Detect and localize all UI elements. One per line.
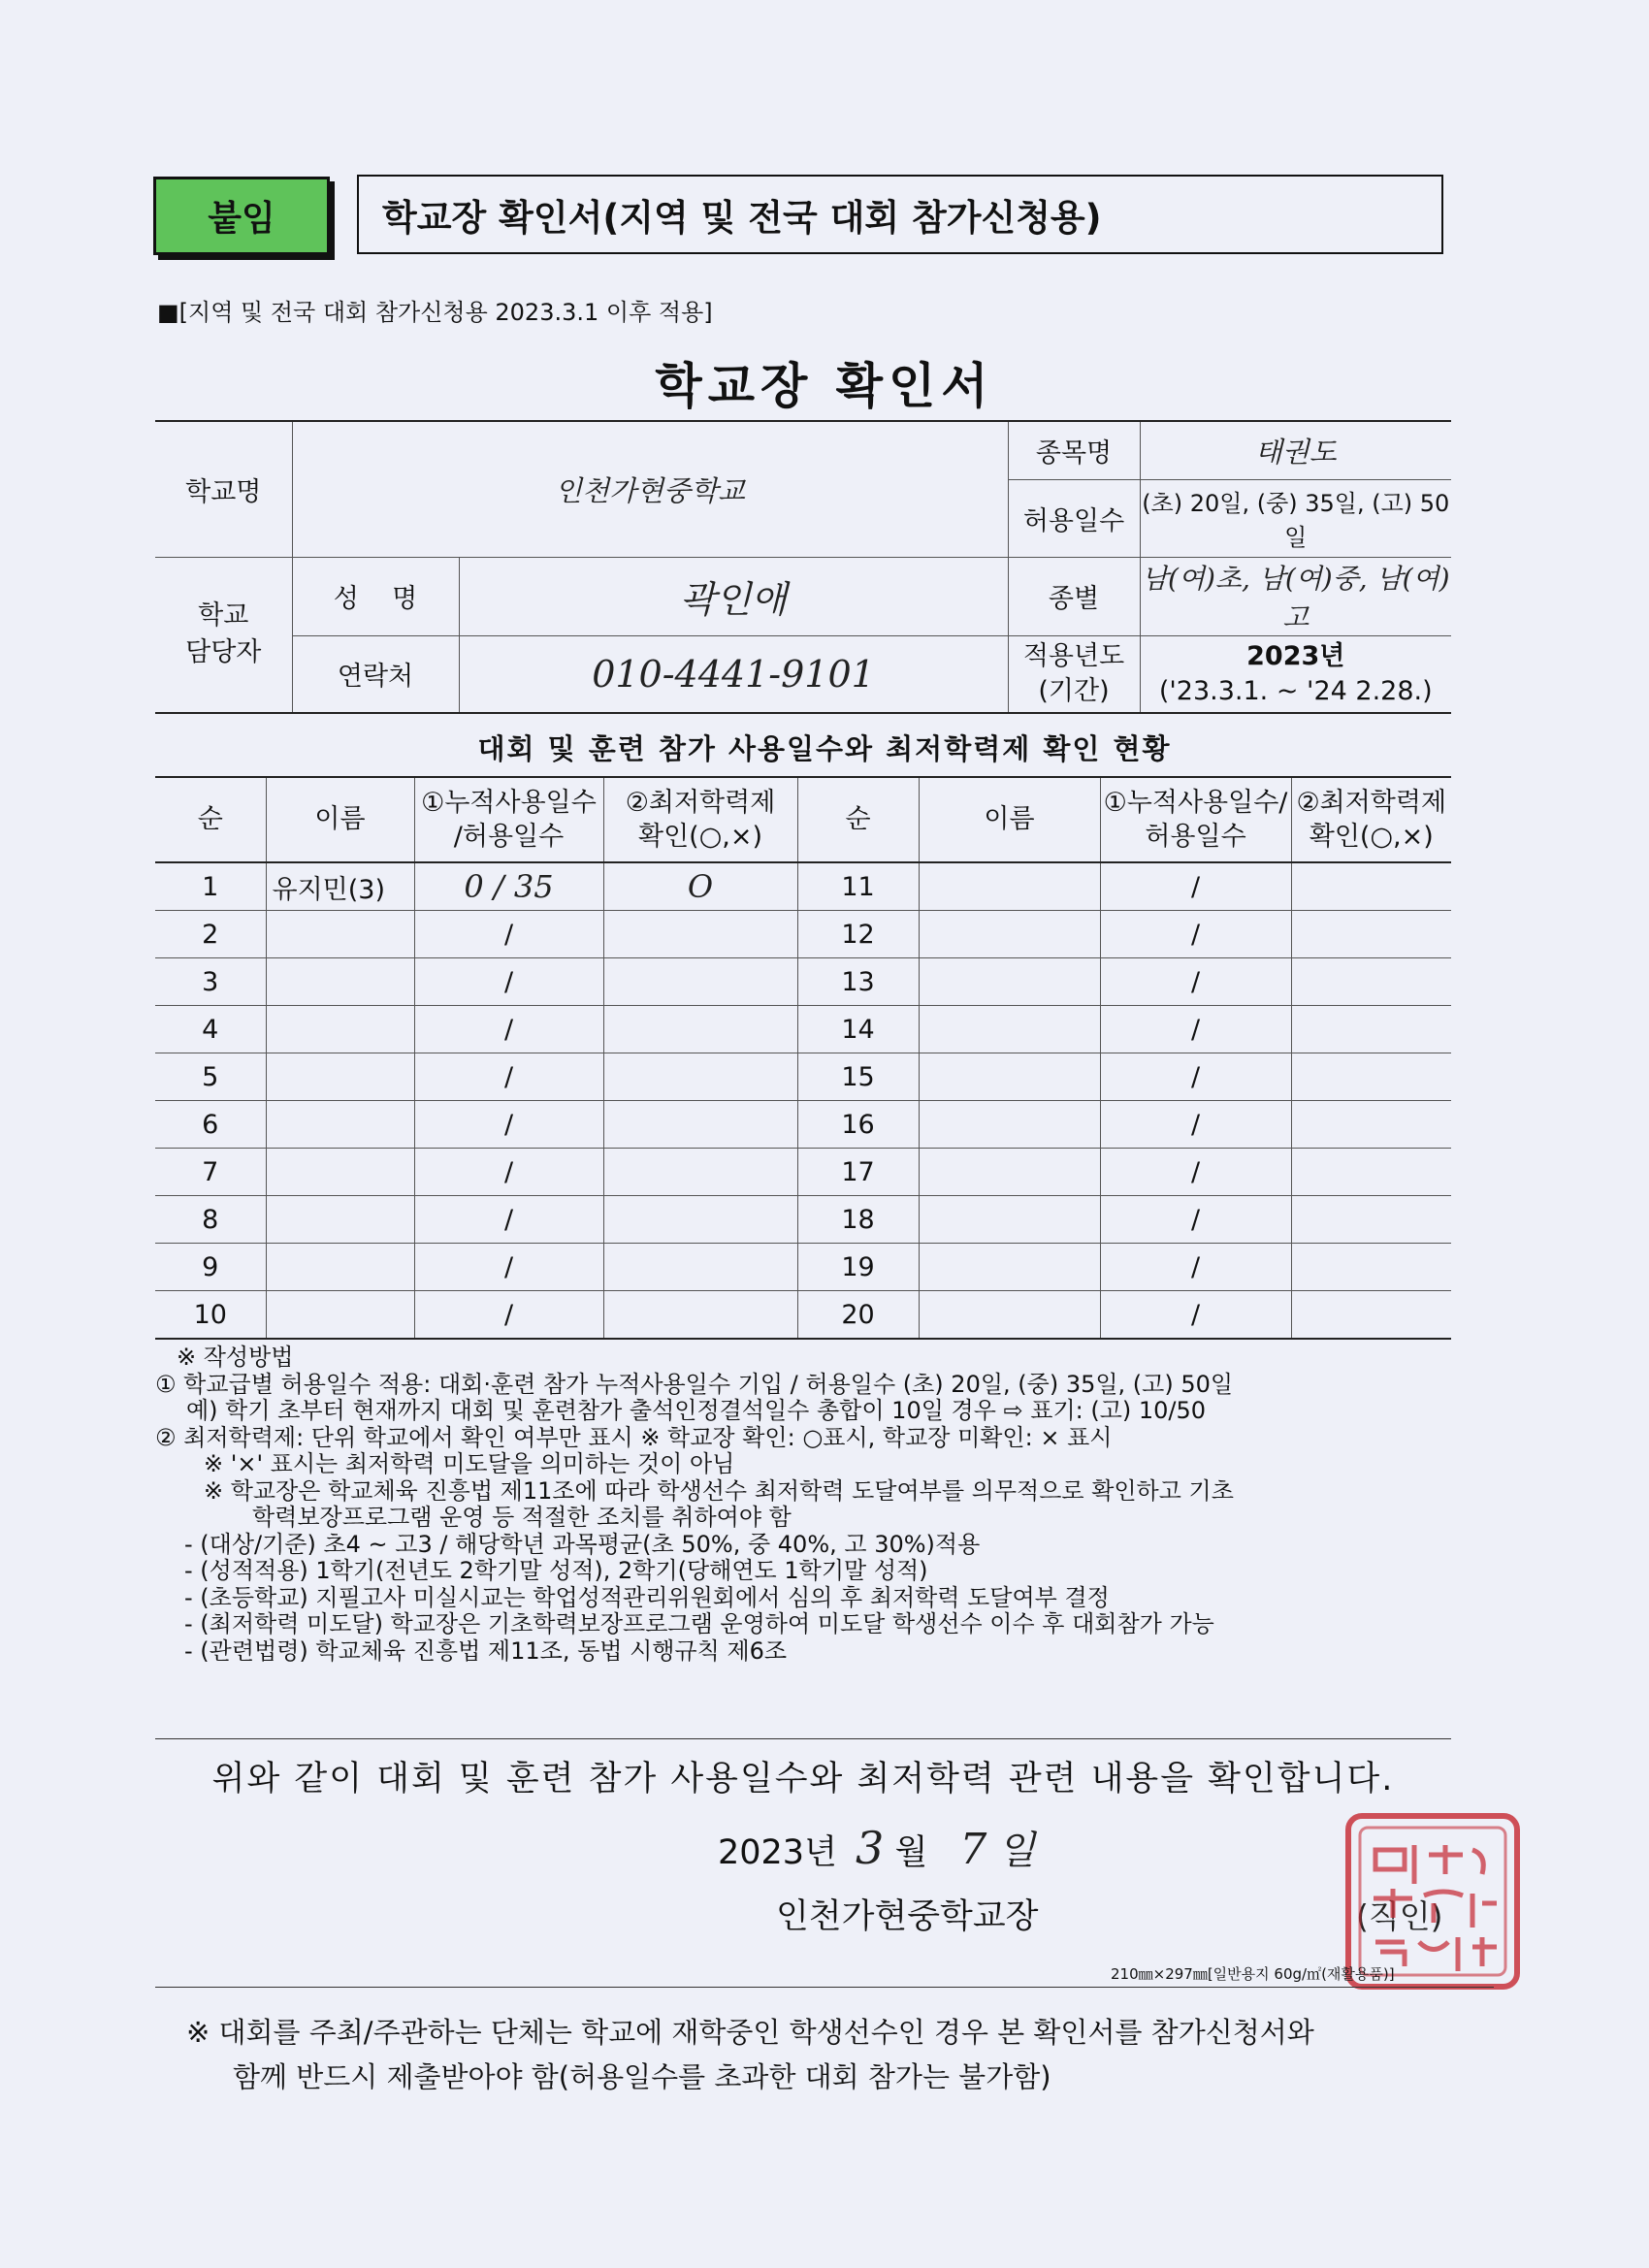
col-no-left: 순 [155,777,266,862]
student-name [919,1149,1100,1196]
apply-year: 2023년 [1246,640,1345,671]
note-line: ① 학교급별 허용일수 적용: 대회·훈련 참가 누적사용일수 기입 / 허용일수 (초) 20일, (중) 35일, (고) 50일 [155,1370,1234,1398]
event-value: 태권도 [1140,421,1451,479]
academic-check: O [603,862,797,911]
academic-check [1291,1006,1451,1053]
row-number: 15 [797,1053,919,1101]
days-used: / [414,1149,603,1196]
row-number: 2 [155,911,266,958]
note-line: 예) 학기 초부터 현재까지 대회 및 훈련참가 출석인정결석일수 총합이 10일 경우 ⇨ 표기: (고) 10/50 [186,1397,1207,1424]
col-days-left [414,777,603,862]
days-used: / [1100,1101,1291,1149]
date-day-unit: 일 [997,1829,1036,1873]
contact-phone-value: 010-4441-9101 [459,635,1008,713]
note-line: - (초등학교) 지필고사 미실시교는 학업성적관리위원회에서 심의 후 최저학력 도달여부 결정 [184,1583,1110,1611]
days-used: / [414,911,603,958]
official-seal-label: (직인) [1356,1897,1443,1935]
row-number: 20 [797,1291,919,1340]
days-used: / [1100,862,1291,911]
student-name [266,1006,414,1053]
apply-year-label [1008,635,1140,713]
academic-check [1291,958,1451,1006]
days-used: / [1100,1006,1291,1053]
student-name [919,911,1100,958]
col-days-right [1100,777,1291,862]
row-number: 4 [155,1006,266,1053]
days-used: 0 / 35 [414,862,603,911]
page-title: 학교장 확인서 [655,358,994,414]
row-number: 3 [155,958,266,1006]
row-number: 10 [155,1291,266,1340]
gender-label: 종별 [1008,557,1140,635]
days-used: / [1100,911,1291,958]
days-used: / [414,1196,603,1244]
form-usage-note: ■[지역 및 전국 대회 참가신청용 2023.3.1 이후 적용] [157,299,713,326]
row-number: 1 [155,862,266,911]
note-line: - (최저학력 미도달) 학교장은 기초학력보장프로그램 운영하여 미도달 학생선수 이수 후 대회참가 가능 [184,1610,1214,1637]
col-academic-left-line1: ②최저학력제 [625,787,776,818]
apply-period: ('23.3.1. ~ '24 2.28.) [1158,675,1433,706]
days-used: / [1100,1244,1291,1291]
apply-year-value [1140,635,1451,713]
row-number: 5 [155,1053,266,1101]
col-name-right: 이름 [919,777,1100,862]
days-used: / [1100,1149,1291,1196]
note-line: 학력보장프로그램 운영 등 적절한 조치를 취하여야 함 [252,1504,792,1531]
apply-year-label-line1: 적용년도 [1022,640,1125,671]
student-name [266,1101,414,1149]
participant-row [155,1244,1451,1291]
col-academic-right-line2: 확인(○,×) [1309,822,1434,852]
student-name [919,1291,1100,1340]
days-used: / [414,1244,603,1291]
col-days-right-line2: 허용일수 [1145,822,1246,852]
row-number: 17 [797,1149,919,1196]
note-line: ※ 학교장은 학교체육 진흥법 제11조에 따라 학생선수 최저학력 도달여부를 의무적으로 확인하고 기초 [204,1476,1234,1505]
col-academic-left-line2: 확인(○,×) [638,822,762,852]
school-info-table [155,420,1451,714]
academic-check [603,1196,797,1244]
date-month-unit: 월 [894,1833,928,1872]
student-name [266,1053,414,1101]
col-academic-right-line1: ②최저학력제 [1296,787,1447,818]
attachment-badge: 붙임 [153,177,330,255]
academic-check [603,1006,797,1053]
academic-check [603,911,797,958]
days-used: / [1100,1291,1291,1340]
academic-check [603,1244,797,1291]
days-used: / [1100,1053,1291,1101]
row-number: 9 [155,1244,266,1291]
student-name [266,1291,414,1340]
row-number: 8 [155,1196,266,1244]
student-name [266,911,414,958]
col-name-left: 이름 [266,777,414,862]
student-name [919,1101,1100,1149]
academic-check [603,1101,797,1149]
confirmation-date [718,1820,1035,1875]
student-name [266,1244,414,1291]
student-name [919,862,1100,911]
contact-person-label-line1: 학교 [198,600,249,632]
academic-check [603,958,797,1006]
row-number: 16 [797,1101,919,1149]
student-name [266,1196,414,1244]
col-academic-left [603,777,797,862]
row-number: 13 [797,958,919,1006]
note-line: - (대상/기준) 초4 ~ 고3 / 해당학년 과목평균(초 50%, 중 40%, 고 30%)적용 [184,1530,981,1558]
participants-table [155,776,1451,1340]
col-no-right: 순 [797,777,919,862]
academic-check [603,1053,797,1101]
student-name [266,1149,414,1196]
academic-check [1291,862,1451,911]
col-academic-right [1291,777,1451,862]
name-label: 성 명 [292,557,459,635]
days-used: / [414,1006,603,1053]
row-number: 11 [797,862,919,911]
days-used: / [414,1101,603,1149]
academic-check [1291,911,1451,958]
academic-check [1291,1291,1451,1340]
days-used: / [414,1291,603,1340]
academic-check [1291,1244,1451,1291]
col-days-left-line1: ①누적사용일수 [421,787,597,818]
allowed-days-label: 허용일수 [1008,479,1140,557]
col-days-right-line1: ①누적사용일수/ [1103,787,1288,818]
participant-row [155,1196,1451,1244]
footer-notice-line: ※ 대회를 주최/주관하는 단체는 학교에 재학중인 학생선수인 경우 본 확인서를 참가신청서와 [186,2016,1314,2049]
participant-row [155,1291,1451,1340]
academic-check [603,1291,797,1340]
academic-check [1291,1053,1451,1101]
days-used: / [414,958,603,1006]
days-used: / [1100,958,1291,1006]
note-line: - (관련법령) 학교체육 진흥법 제11조, 동법 시행규칙 제6조 [184,1636,788,1665]
contact-person-label [155,557,292,713]
days-used: / [1100,1196,1291,1244]
gender-value: 남(여)초, 남(여)중, 남(여)고 [1140,557,1451,635]
school-name-value: 인천가현중학교 [292,421,1008,557]
footer-notice [186,2010,1314,2099]
student-name [919,1006,1100,1053]
note-line: ② 최저학력제: 단위 학교에서 확인 여부만 표시 ※ 학교장 확인: ○표시, 학교장 미확인: × 표시 [155,1423,1113,1451]
academic-check [1291,1101,1451,1149]
participant-rows [155,862,1451,1339]
footer-notice-line: 함께 반드시 제출받아야 함(허용일수를 초과한 대회 참가는 불가함) [233,2060,1051,2093]
participant-row [155,1006,1451,1053]
col-days-left-line2: /허용일수 [453,822,565,852]
student-name [919,1244,1100,1291]
note-line: - (성적적용) 1학기(전년도 2학기말 성적), 2학기(당해연도 1학기말 성적) [184,1557,928,1584]
participant-row [155,1149,1451,1196]
student-name [266,958,414,1006]
date-day-value: 7 [959,1825,987,1874]
divider [155,1738,1451,1739]
row-number: 18 [797,1196,919,1244]
school-name-label: 학교명 [155,421,292,557]
apply-year-label-line2: (기간) [1038,675,1110,706]
note-heading: ※ 작성방법 [177,1344,294,1371]
days-used: / [414,1053,603,1101]
participant-row [155,958,1451,1006]
row-number: 14 [797,1006,919,1053]
document-header-title: 학교장 확인서(지역 및 전국 대회 참가신청용) [357,175,1443,254]
divider [155,1987,1494,1988]
section-heading: 대회 및 훈련 참가 사용일수와 최저학력제 확인 현황 [477,732,1172,765]
row-number: 12 [797,911,919,958]
writing-instructions [155,1345,1494,1665]
academic-check [603,1149,797,1196]
participant-row [155,1053,1451,1101]
row-number: 19 [797,1244,919,1291]
contact-person-label-line2: 담당자 [185,637,262,668]
date-year: 2023년 [718,1833,837,1872]
student-name [919,1053,1100,1101]
contact-name-value: 곽인애 [459,557,1008,635]
student-name [919,1196,1100,1244]
note-line: ※ '×' 표시는 최저학력 미도달을 의미하는 것이 아님 [204,1450,735,1477]
academic-check [1291,1196,1451,1244]
confirmation-statement: 위와 같이 대회 및 훈련 참가 사용일수와 최저학력 관련 내용을 확인합니다. [211,1760,1395,1798]
school-head-signature: 인천가현중학교장 [776,1897,1039,1936]
participant-row [155,911,1451,958]
phone-label: 연락처 [292,635,459,713]
row-number: 6 [155,1101,266,1149]
event-label: 종목명 [1008,421,1140,479]
academic-check [1291,1149,1451,1196]
paper-spec: 210㎜×297㎜[일반용지 60g/㎡(재활용품)] [1111,1965,1395,1983]
student-name: 유지민(3) [266,862,414,911]
row-number: 7 [155,1149,266,1196]
participant-row [155,1101,1451,1149]
allowed-days-value: (초) 20일, (중) 35일, (고) 50일 [1140,479,1451,557]
student-name [919,958,1100,1006]
date-month-value: 3 [856,1822,885,1874]
participant-row [155,862,1451,911]
